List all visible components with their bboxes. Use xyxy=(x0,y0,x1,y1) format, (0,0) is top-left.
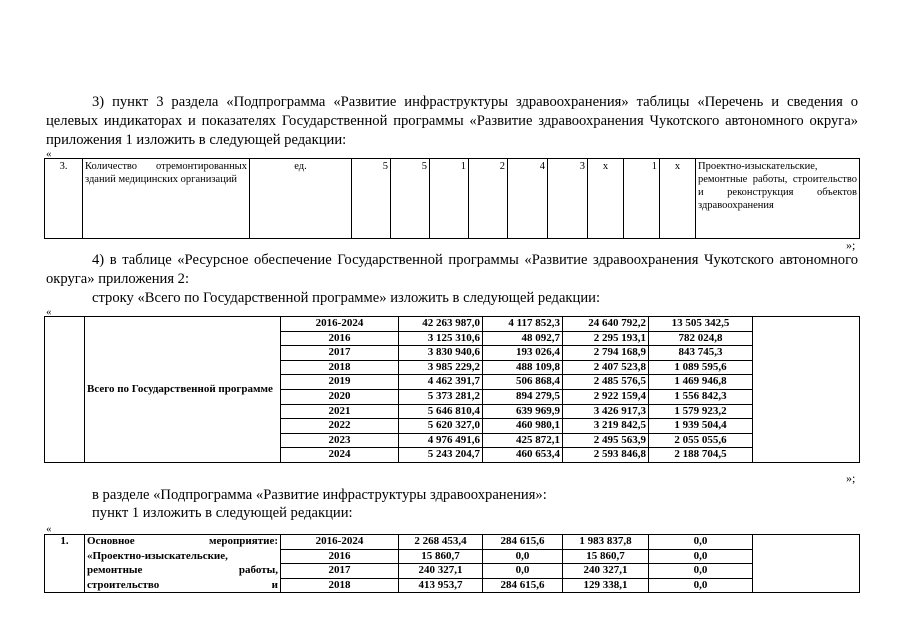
other-cell: 843 745,3 xyxy=(649,346,753,361)
total-cell: 42 263 987,0 xyxy=(399,317,483,332)
value-cell: 1 xyxy=(624,159,660,239)
paragraph-5: пункт 1 изложить в следующей редакции: xyxy=(92,505,353,521)
regional-cell: 2 485 576,5 xyxy=(563,375,649,390)
other-cell: 2 188 704,5 xyxy=(649,448,753,463)
measure-label-line: ремонтные работы, xyxy=(85,564,281,579)
close-quote-2: »; xyxy=(846,471,856,485)
other-cell: 1 939 504,4 xyxy=(649,419,753,434)
paragraph-3: строку «Всего по Государственной программе» изложить в следующей редакции: xyxy=(92,290,600,306)
paragraph-1-rest: целевых индикаторах и показателях Государственной программы «Развитие здравоохранения Чукотского автономного округа» приложения 1 изложить в следующей редакции: xyxy=(46,113,858,148)
year-cell: 2018 xyxy=(281,360,399,375)
resource-total-table xyxy=(44,316,860,463)
total-cell: 5 646 810,4 xyxy=(399,404,483,419)
total-cell: 3 985 229,2 xyxy=(399,360,483,375)
empty-cell xyxy=(753,317,860,463)
year-cell: 2024 xyxy=(281,448,399,463)
regional-cell: 2 794 168,9 xyxy=(563,346,649,361)
other-cell: 0,0 xyxy=(649,549,753,564)
year-cell: 2021 xyxy=(281,404,399,419)
regional-cell: 2 495 563,9 xyxy=(563,433,649,448)
other-cell: 0,0 xyxy=(649,564,753,579)
row-number: 1. xyxy=(45,535,85,593)
value-cell: х xyxy=(588,159,624,239)
federal-cell: 193 026,4 xyxy=(483,346,563,361)
value-cell: 2 xyxy=(469,159,508,239)
other-cell: 0,0 xyxy=(649,535,753,550)
total-cell: 5 243 204,7 xyxy=(399,448,483,463)
total-cell: 4 976 491,6 xyxy=(399,433,483,448)
total-cell: 5 620 327,0 xyxy=(399,419,483,434)
federal-cell: 894 279,5 xyxy=(483,389,563,404)
year-cell: 2023 xyxy=(281,433,399,448)
federal-cell: 425 872,1 xyxy=(483,433,563,448)
federal-cell: 48 092,7 xyxy=(483,331,563,346)
value-cell: х xyxy=(660,159,696,239)
total-cell: 5 373 281,2 xyxy=(399,389,483,404)
other-cell: 782 024,8 xyxy=(649,331,753,346)
indicator-table xyxy=(44,158,860,239)
other-cell: 0,0 xyxy=(649,578,753,593)
open-quote-3: « xyxy=(46,523,52,535)
total-cell: 4 462 391,7 xyxy=(399,375,483,390)
federal-cell: 0,0 xyxy=(483,564,563,579)
paragraph-4: в разделе «Подпрограмма «Развитие инфраструктуры здравоохранения»: xyxy=(92,487,547,503)
value-cell: 3 xyxy=(548,159,588,239)
regional-cell: 1 983 837,8 xyxy=(563,535,649,550)
value-cell: 5 xyxy=(352,159,391,239)
measures-cell: Проектно-изыскательские, ремонтные работы, строительство и реконструкция объектов здравоохранения xyxy=(696,159,860,239)
regional-cell: 24 640 792,2 xyxy=(563,317,649,332)
regional-cell: 2 295 193,1 xyxy=(563,331,649,346)
year-cell: 2018 xyxy=(281,578,399,593)
year-cell: 2019 xyxy=(281,375,399,390)
federal-cell: 506 868,4 xyxy=(483,375,563,390)
year-cell: 2016-2024 xyxy=(281,535,399,550)
subprogram-table xyxy=(44,534,860,593)
year-cell: 2016-2024 xyxy=(281,317,399,332)
other-cell: 13 505 342,5 xyxy=(649,317,753,332)
table-row xyxy=(45,317,860,332)
measure-label-line: «Проектно-изыскательские, xyxy=(85,549,281,564)
unit-cell: ед. xyxy=(250,159,352,239)
regional-cell: 240 327,1 xyxy=(563,564,649,579)
other-cell: 1 556 842,3 xyxy=(649,389,753,404)
table-row xyxy=(45,578,860,593)
open-quote-1: « xyxy=(46,148,52,160)
total-cell: 240 327,1 xyxy=(399,564,483,579)
federal-cell: 460 653,4 xyxy=(483,448,563,463)
other-cell: 1 469 946,8 xyxy=(649,375,753,390)
other-cell: 1 579 923,2 xyxy=(649,404,753,419)
total-cell: 3 125 310,6 xyxy=(399,331,483,346)
value-cell: 4 xyxy=(508,159,548,239)
federal-cell: 4 117 852,3 xyxy=(483,317,563,332)
year-cell: 2016 xyxy=(281,331,399,346)
total-label: Всего по Государственной программе xyxy=(85,317,281,463)
regional-cell: 3 219 842,5 xyxy=(563,419,649,434)
federal-cell: 0,0 xyxy=(483,549,563,564)
regional-cell: 129 338,1 xyxy=(563,578,649,593)
federal-cell: 639 969,9 xyxy=(483,404,563,419)
measure-label-line: Основное мероприятие: xyxy=(85,535,281,550)
close-quote-1: »; xyxy=(846,238,856,252)
year-cell: 2020 xyxy=(281,389,399,404)
federal-cell: 284 615,6 xyxy=(483,535,563,550)
total-cell: 3 830 940,6 xyxy=(399,346,483,361)
table-row xyxy=(45,564,860,579)
table-row xyxy=(45,159,860,239)
total-cell: 15 860,7 xyxy=(399,549,483,564)
open-quote-2: « xyxy=(46,306,52,318)
federal-cell: 460 980,1 xyxy=(483,419,563,434)
regional-cell: 2 593 846,8 xyxy=(563,448,649,463)
measure-label-line: строительство и xyxy=(85,578,281,593)
regional-cell: 2 407 523,8 xyxy=(563,360,649,375)
year-cell: 2017 xyxy=(281,346,399,361)
regional-cell: 15 860,7 xyxy=(563,549,649,564)
paragraph-2: 4) в таблице «Ресурсное обеспечение Государственной программы «Развитие здравоохранения Чукотского автономного округа» приложения 2: xyxy=(46,252,858,287)
federal-cell: 488 109,8 xyxy=(483,360,563,375)
value-cell: 5 xyxy=(391,159,430,239)
year-cell: 2016 xyxy=(281,549,399,564)
empty-cell xyxy=(753,535,860,593)
row-number: 3. xyxy=(45,159,83,239)
value-cell: 1 xyxy=(430,159,469,239)
total-cell: 2 268 453,4 xyxy=(399,535,483,550)
regional-cell: 3 426 917,3 xyxy=(563,404,649,419)
table-row xyxy=(45,549,860,564)
year-cell: 2017 xyxy=(281,564,399,579)
year-cell: 2022 xyxy=(281,419,399,434)
regional-cell: 2 922 159,4 xyxy=(563,389,649,404)
total-cell: 413 953,7 xyxy=(399,578,483,593)
paragraph-1-line-1: 3) пункт 3 раздела «Подпрограмма «Развитие инфраструктуры здравоохранения» таблицы «Перечень и сведения о xyxy=(92,94,858,110)
table-row xyxy=(45,535,860,550)
other-cell: 1 089 595,6 xyxy=(649,360,753,375)
other-cell: 2 055 055,6 xyxy=(649,433,753,448)
indicator-name: Количество отремонтированных зданий медицинских организаций xyxy=(83,159,250,239)
federal-cell: 284 615,6 xyxy=(483,578,563,593)
empty-number-cell xyxy=(45,317,85,463)
